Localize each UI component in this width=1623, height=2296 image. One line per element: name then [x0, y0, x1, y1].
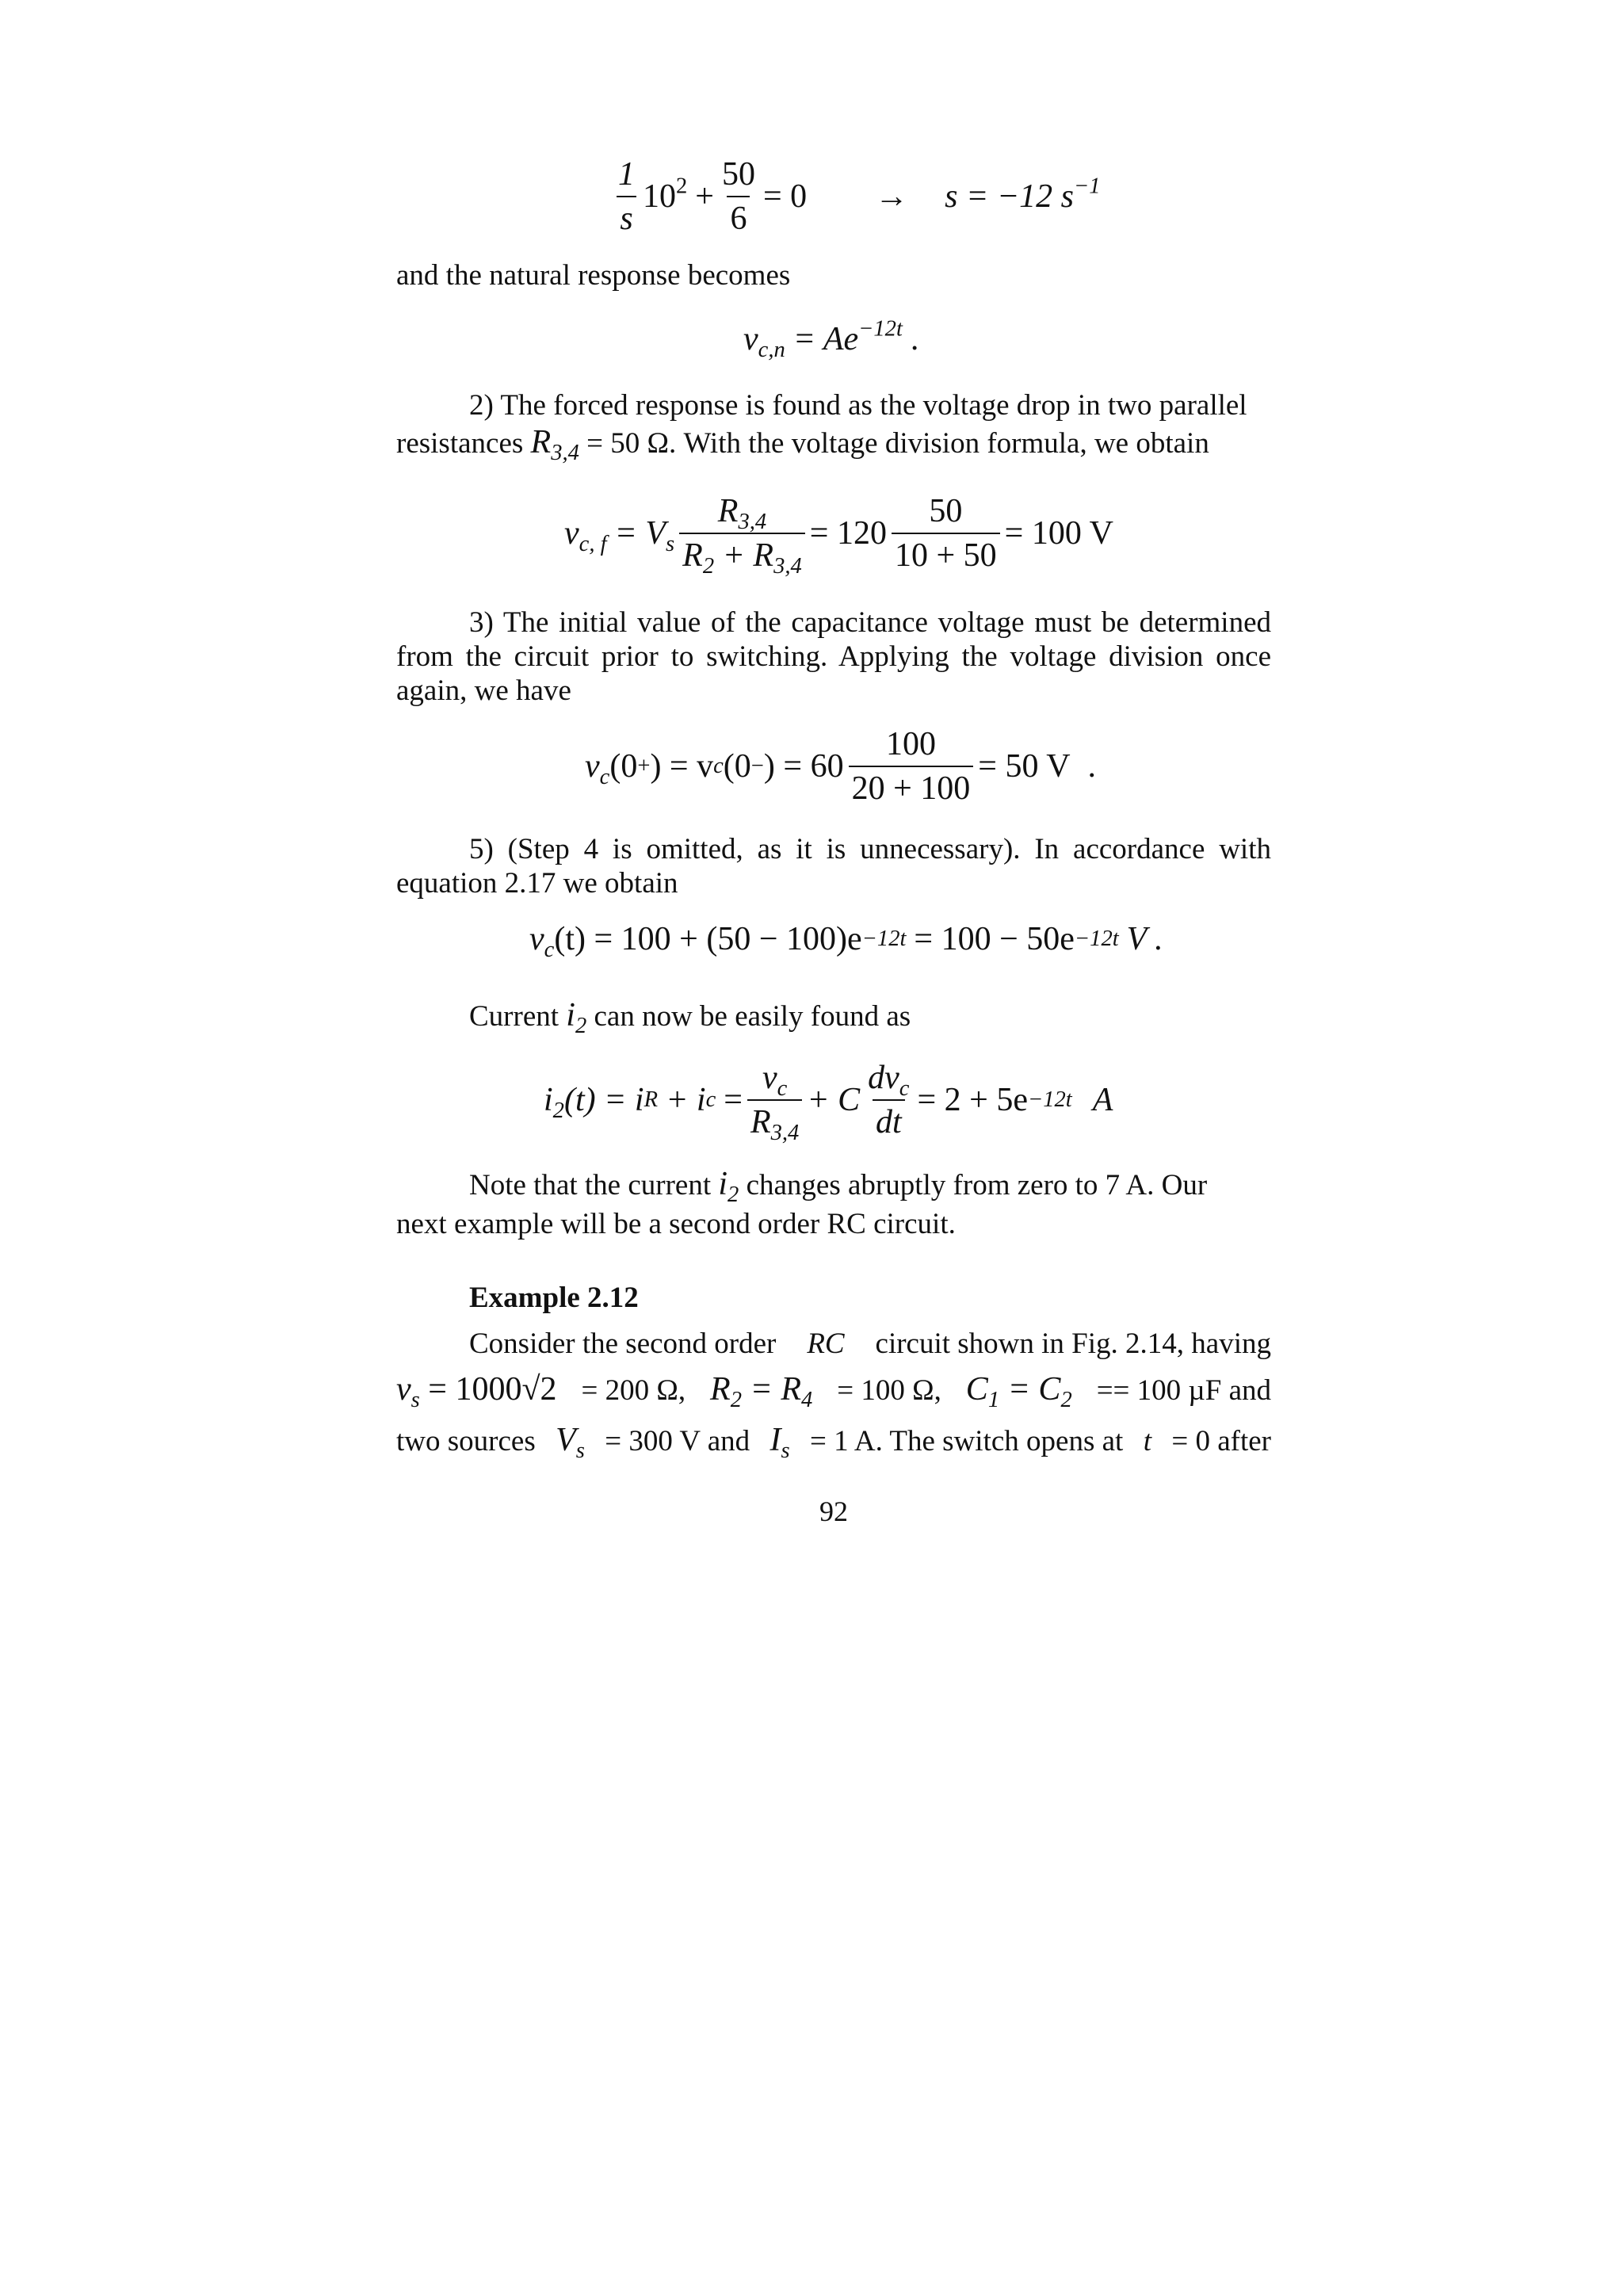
paragraph-step5: 5) (Step 4 is omitted, as it is unnecessary). In accordance with equation 2.17 we obtain — [396, 833, 1271, 900]
fraction-voltage-divider: $\frac{R_{3,4}}{R_2 + R_{3,4}}$ — [679, 491, 805, 576]
denominator: s — [617, 196, 636, 239]
equation-characteristic — [610, 155, 1101, 239]
fraction-50-over-6: $\frac{50}{6}$ — [719, 155, 758, 239]
example-heading: Example 2.12 — [469, 1282, 639, 1314]
fraction-100-over-120: $\frac{100}{20 + 100}$ — [849, 724, 974, 809]
example-line1: Consider the second order RC circuit shown in Fig. 2.14, having — [469, 1328, 1271, 1360]
equation-current-i2: $i_2$ (t) = i R + i c = $\frac{v_c}{R_{3,4}}$ + C $\frac{dv_c}{dt}$ = 2 + 5e −12t A — [544, 1060, 1113, 1146]
equation-natural-response: $v_{c,n}$ = $Ae^{-12t}$ . — [743, 316, 919, 363]
root-value: s = −12 $s^{-1}$ — [945, 174, 1101, 216]
plus-sign: + — [695, 178, 714, 216]
equation-initial-voltage: $v_c$ (0 + ) = v c (0 − ) = 60 $\frac{100}{20 + 100}$ = 50 V . — [585, 724, 1096, 809]
term-10-squared: $10^2$ — [643, 174, 688, 216]
page-number: 92 — [819, 1496, 848, 1527]
equation-capacitor-voltage: $v_c$ (t) = 100 + (50 − 100)e −12t = 100 − 50e −12t V . — [529, 921, 1163, 963]
example-line3: two sources $V_s$ = 300 V and $I_s$ = 1 A. The switch opens at t = 0 after — [396, 1422, 1271, 1464]
fraction-50-over-60: $\frac{50}{10 + 50}$ — [892, 491, 1000, 576]
para2-line1: 2) The forced response is found as the voltage drop in two parallel — [469, 389, 1247, 422]
paragraph-forced-response — [396, 388, 1271, 466]
equation-forced-voltage: $v_{c, f}$ = $V_s$ $\frac{R_{3,4}}{R_2 + R_{3,4}}$ = 120 $\frac{50}{10 + 50}$ = 100 V — [564, 493, 1113, 579]
equals-zero: = 0 — [762, 178, 808, 216]
result-100v: = 100 V — [1004, 515, 1113, 552]
fraction-1-over-s — [615, 155, 638, 239]
fraction-dvc-dt: $\frac{dv_c}{dt}$ — [865, 1058, 912, 1143]
fraction-vc-over-r34: $\frac{v_c}{R_{3,4}}$ — [747, 1058, 802, 1143]
text-natural-response: and the natural response becomes — [396, 259, 791, 292]
note-line2: next example will be a second order RC circuit. — [396, 1208, 956, 1240]
paragraph-initial-value: 3) The initial value of the capacitance voltage must be determined from the circuit prior to switching. Applying the voltage division once again, we have — [396, 606, 1271, 707]
text-current-i2: Current $i_2$ can now be easily found as — [469, 997, 911, 1039]
arrow-icon: → — [875, 178, 909, 216]
paragraph-note — [396, 1167, 1271, 1241]
para2-line2: resistances $R_{3,4} = 50$ Ω. With the voltage division formula, we obtain — [396, 424, 1209, 466]
example-line2: $v_s = 1000√2$ = 200 Ω, $R_2 = R_4$ = 100 Ω, $C_1 = C_2$ == 100 µF and — [396, 1371, 1271, 1413]
numerator: 1 — [618, 156, 635, 193]
note-line1: Note that the current $i_2$ changes abruptly from zero to 7 A. Our — [469, 1166, 1208, 1208]
